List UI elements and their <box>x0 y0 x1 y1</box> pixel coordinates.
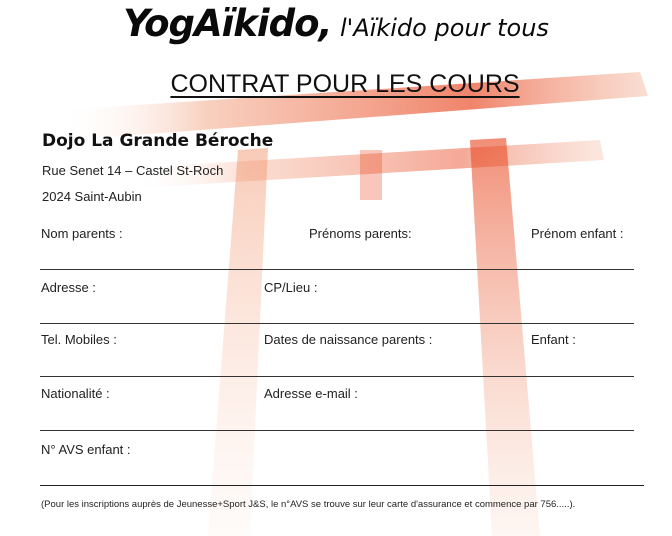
brand-tagline: l'Aïkido pour tous <box>340 14 549 42</box>
label-dates-naissance: Dates de naissance parents : <box>264 332 433 347</box>
avs-footnote: (Pour les inscriptions auprès de Jeunesse+Sport J&S, le n°AVS se trouve sur leur carte d'assurance et commence par 756.....). <box>41 499 576 510</box>
dojo-city: 2024 Saint-Aubin <box>42 189 142 204</box>
label-prenoms-parents: Prénoms parents: <box>309 226 412 241</box>
dojo-street: Rue Senet 14 – Castel St-Roch <box>42 163 224 178</box>
fill-line-row4[interactable] <box>40 430 634 431</box>
label-nationalite: Nationalité : <box>41 386 110 401</box>
fill-line-row2[interactable] <box>40 323 634 324</box>
label-nom-parents: Nom parents : <box>41 226 123 241</box>
label-tel-mobiles: Tel. Mobiles : <box>41 332 117 347</box>
fill-line-row3[interactable] <box>40 376 634 377</box>
fill-line-row5[interactable] <box>40 485 644 486</box>
brand-name: YogAïkido, <box>123 2 332 45</box>
label-email: Adresse e-mail : <box>264 386 358 401</box>
document-title: CONTRAT POUR LES COURS <box>170 70 520 98</box>
label-prenom-enfant: Prénom enfant : <box>531 226 624 241</box>
label-enfant: Enfant : <box>531 332 576 347</box>
label-cp-lieu: CP/Lieu : <box>264 280 318 295</box>
label-adresse: Adresse : <box>41 280 96 295</box>
brand-header <box>0 2 672 45</box>
dojo-name: Dojo La Grande Béroche <box>42 131 274 151</box>
fill-line-row1[interactable] <box>40 269 634 270</box>
label-avs-enfant: N° AVS enfant : <box>41 442 131 457</box>
